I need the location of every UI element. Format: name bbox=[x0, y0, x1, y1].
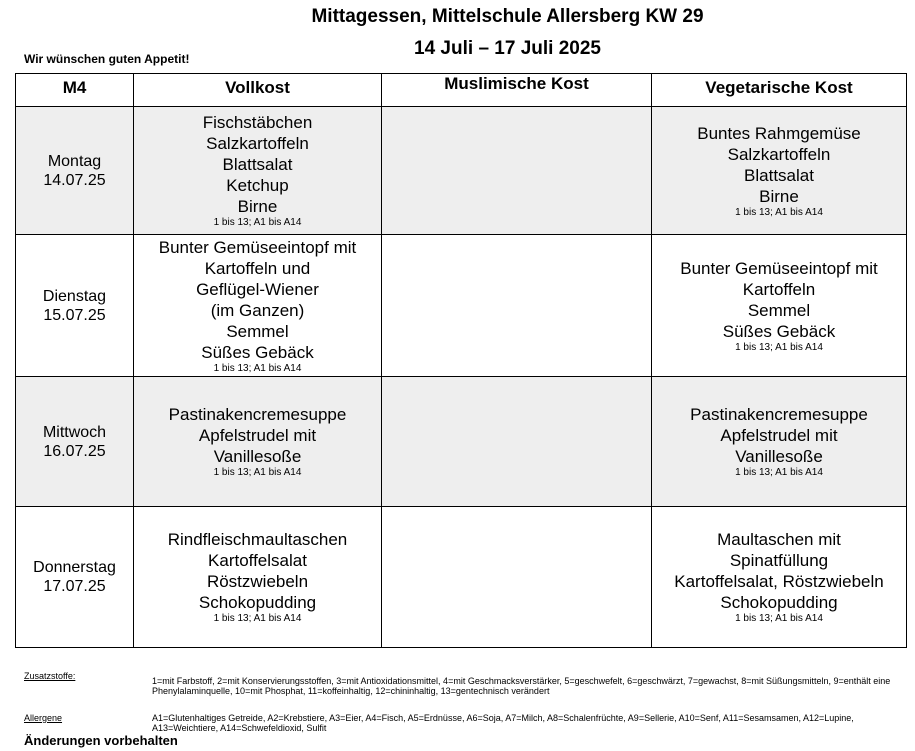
weekday: Donnerstag bbox=[33, 559, 116, 576]
greeting: Wir wünschen guten Appetit! bbox=[24, 52, 190, 66]
changes-note: Änderungen vorbehalten bbox=[24, 733, 178, 748]
weekday: Mittwoch bbox=[42, 423, 107, 441]
table-row bbox=[16, 377, 907, 507]
additives-text: 1=mit Farbstoff, 2=mit Konservierungsstoffen, 3=mit Antioxidationsmittel, 4=mit Geschmacksverstärker, 5=geschwefelt, 6=geschwärzt, 7=gewachst, 8=mit Süßungsmitteln, 9=enthält eine Phenylalaminquelle, 10=mit Phosphat, 11=koffeinhaltig, 12=chininhaltig, 13=gentechnisch verändert bbox=[152, 676, 891, 696]
column-header-vegetarisch: Vegetarische Kost bbox=[652, 74, 907, 107]
dish-item: Pastinakencremesuppe bbox=[690, 405, 868, 424]
dish-item: Blattsalat bbox=[744, 165, 814, 185]
table-row bbox=[16, 107, 907, 235]
vollkost-cell bbox=[134, 377, 382, 507]
allergen-note: 1 bis 13; A1 bis A14 bbox=[735, 341, 823, 353]
muslim-cell bbox=[382, 507, 652, 648]
allergen-note: 1 bis 13; A1 bis A14 bbox=[213, 362, 302, 374]
dish-item: Schokopudding bbox=[720, 593, 838, 612]
dish-item: Buntes Rahmgemüse bbox=[697, 123, 861, 143]
dish-item: Pastinakencremesuppe bbox=[168, 405, 347, 424]
day-cell bbox=[16, 107, 134, 235]
allergen-note: 1 bis 13; A1 bis A14 bbox=[735, 206, 823, 218]
dish-item: (im Ganzen) bbox=[210, 300, 305, 320]
column-header-muslim: Muslimische Kost bbox=[382, 74, 652, 107]
allergen-note: 1 bis 13; A1 bis A14 bbox=[735, 613, 823, 624]
vegetarisch-cell bbox=[652, 377, 907, 507]
additives-label: Zusatzstoffe: bbox=[24, 671, 76, 681]
table-row bbox=[16, 235, 907, 377]
dish-item: Vanillesoße bbox=[735, 447, 823, 466]
dish-item: Vanillesoße bbox=[213, 447, 302, 466]
allergens-text: A1=Glutenhaltiges Getreide, A2=Krebstiere, A3=Eier, A4=Fisch, A5=Erdnüsse, A6=Soja, A7=Milch, A8=Schalenfrüchte, A9=Sellerie, A10=Senf, A11=Sesamsamen, A12=Lupine, A13=Weichtiere, A14=Schwefeldioxid, Sulfit bbox=[152, 713, 854, 733]
date: 17.07.25 bbox=[43, 578, 106, 595]
allergen-note: 1 bis 13; A1 bis A14 bbox=[735, 467, 823, 478]
allergen-note: 1 bis 13; A1 bis A14 bbox=[213, 613, 302, 624]
muslim-cell bbox=[382, 235, 652, 377]
vollkost-cell bbox=[134, 507, 382, 648]
table-row bbox=[16, 507, 907, 648]
dish-item: Schokopudding bbox=[198, 593, 317, 612]
dish-item: Süßes Gebäck bbox=[722, 321, 836, 341]
muslim-cell bbox=[382, 377, 652, 507]
dish-item: Apfelstrudel mit bbox=[198, 426, 317, 445]
dish-item: Spinatfüllung bbox=[729, 551, 829, 570]
dish-item: Birne bbox=[759, 186, 799, 206]
dish-item: Salzkartoffeln bbox=[206, 134, 309, 153]
dish-item: Kartoffelsalat, Röstzwiebeln bbox=[674, 572, 884, 591]
day-cell bbox=[16, 377, 134, 507]
allergen-note: 1 bis 13; A1 bis A14 bbox=[213, 217, 302, 228]
vegetarisch-cell bbox=[652, 235, 907, 377]
dish-item: Röstzwiebeln bbox=[206, 572, 309, 591]
vollkost-cell bbox=[134, 235, 382, 377]
allergen-note: 1 bis 13; A1 bis A14 bbox=[213, 467, 302, 478]
vegetarisch-cell bbox=[652, 107, 907, 235]
dish-item: Kartoffelsalat bbox=[208, 551, 307, 570]
date: 16.07.25 bbox=[43, 442, 106, 460]
dish-item: Salzkartoffeln bbox=[727, 144, 831, 164]
vollkost-cell bbox=[134, 107, 382, 235]
dish-item: Apfelstrudel mit bbox=[720, 426, 838, 445]
day-cell bbox=[16, 235, 134, 377]
weekday: Montag bbox=[47, 152, 102, 170]
muslim-cell bbox=[382, 107, 652, 235]
date-range: 14 Juli – 17 Juli 2025 bbox=[414, 38, 601, 59]
column-header-m4: M4 bbox=[16, 74, 134, 107]
dish-item: Süßes Gebäck bbox=[201, 342, 314, 362]
menu-table bbox=[15, 73, 907, 648]
dish-item: Ketchup bbox=[226, 176, 289, 195]
dish-item: Kartoffeln bbox=[742, 279, 816, 299]
page-title: Mittagessen, Mittelschule Allersberg KW 29 bbox=[311, 6, 704, 27]
dish-item: Geflügel-Wiener bbox=[196, 279, 319, 299]
dish-item: Maultaschen mit bbox=[717, 530, 841, 549]
dish-item: Birne bbox=[237, 197, 278, 216]
header-row bbox=[16, 74, 907, 107]
column-header-vollkost: Vollkost bbox=[134, 74, 382, 107]
dish-item: Kartoffeln und bbox=[204, 258, 311, 278]
dish-item: Bunter Gemüseeintopf mit bbox=[158, 237, 357, 257]
dish-item: Semmel bbox=[747, 300, 811, 320]
day-cell bbox=[16, 507, 134, 648]
date: 14.07.25 bbox=[43, 171, 106, 189]
vegetarisch-cell bbox=[652, 507, 907, 648]
dish-item: Blattsalat bbox=[222, 155, 293, 174]
dish-item: Bunter Gemüseeintopf mit bbox=[680, 258, 878, 278]
dish-item: Semmel bbox=[226, 321, 289, 341]
allergens-label: Allergene bbox=[24, 713, 63, 723]
dish-item: Rindfleischmaultaschen bbox=[167, 530, 348, 549]
dish-item: Fischstäbchen bbox=[202, 113, 313, 132]
date: 15.07.25 bbox=[43, 306, 106, 324]
weekday: Dienstag bbox=[42, 287, 107, 305]
